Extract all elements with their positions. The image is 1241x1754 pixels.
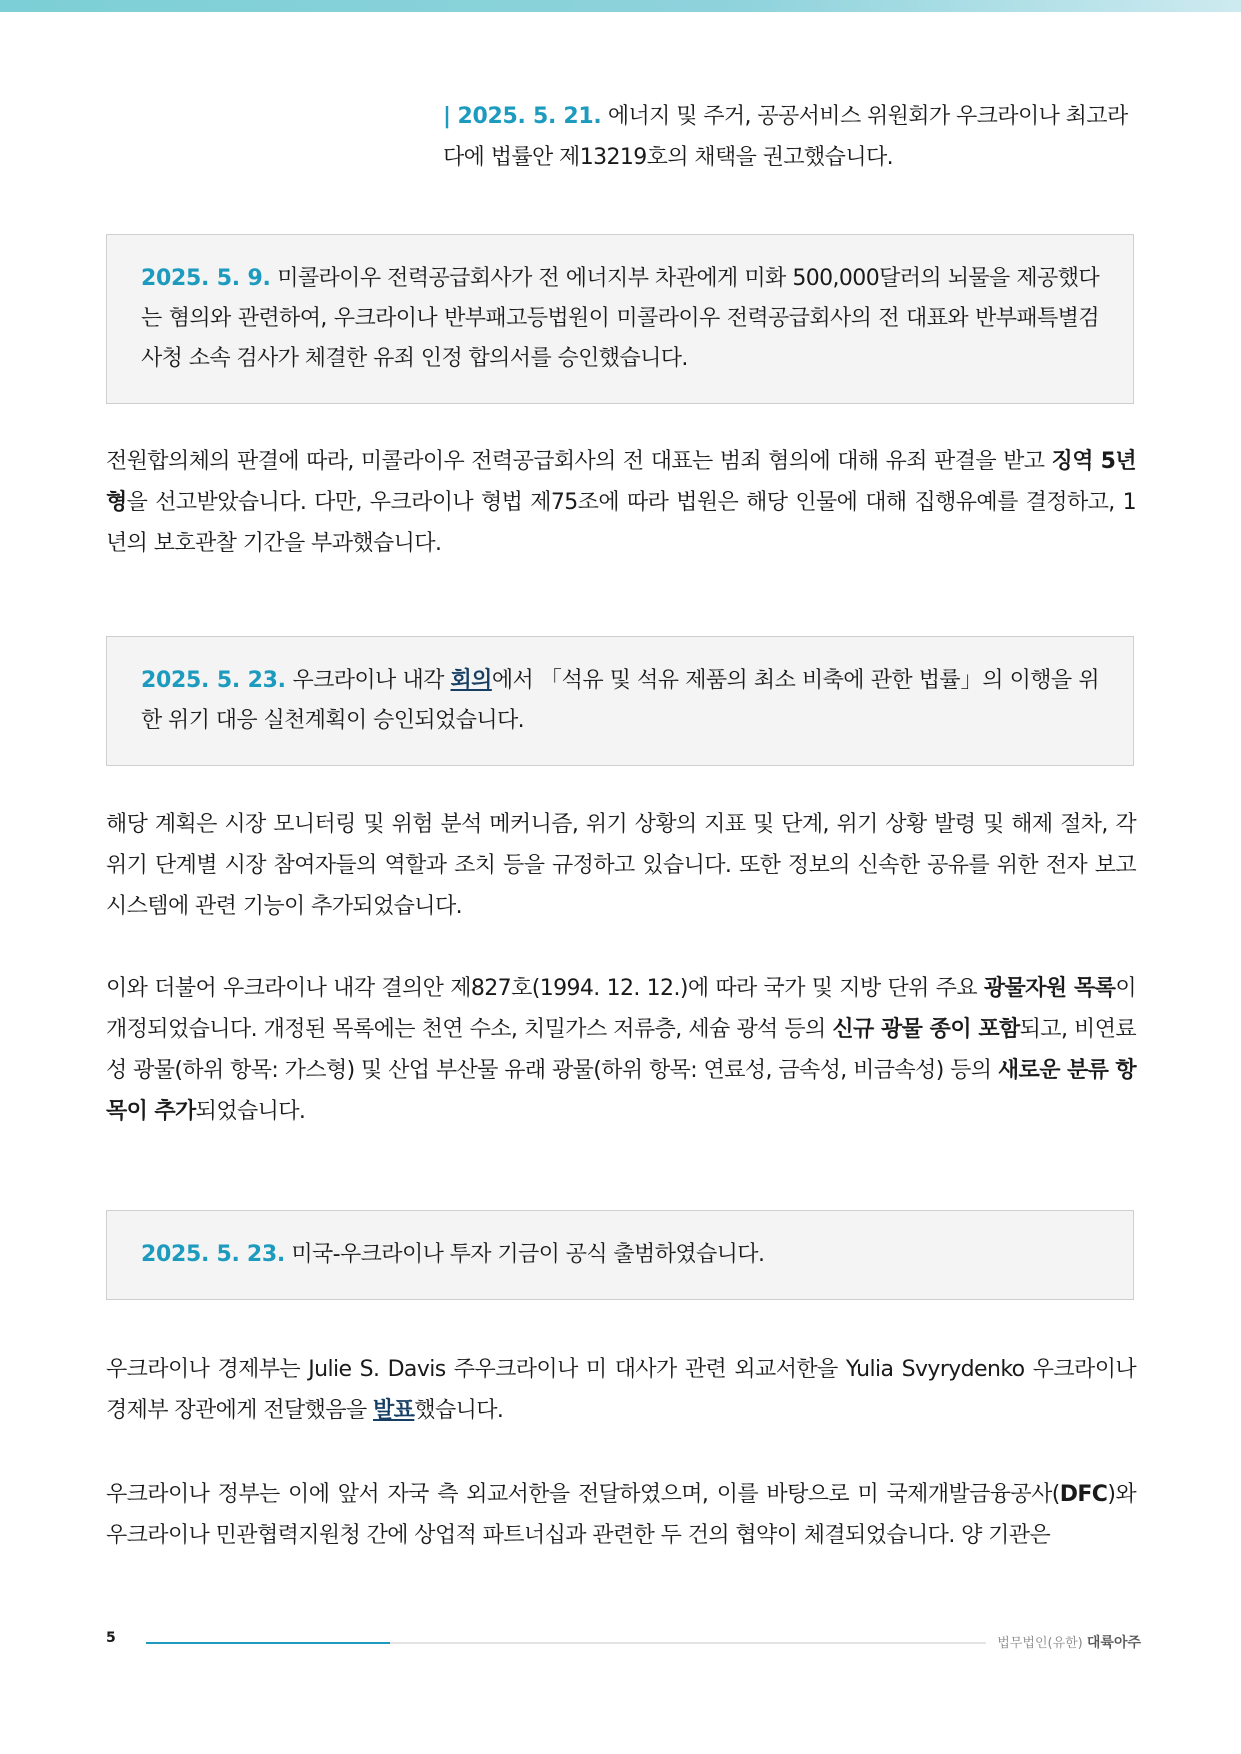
para1-text-2: 을 선고받았습니다. 다만, 우크라이나 형법 제75조에 따라 법원은 해당 인물에 대해 집행유예를 결정하고, 1년의 보호관찰 기간을 부과했습니다. [106,490,1136,556]
intro-marker: | [443,104,458,129]
page-progress-fill [146,1642,390,1644]
paragraph-1 [106,441,1136,564]
para4-text-2: 했습니다. [414,1398,504,1423]
paragraph-2 [106,804,1136,927]
news-box-2 [106,636,1134,766]
para3-bold-2: 신규 광물 종이 포함 [832,1017,1020,1042]
box3-text: 미국-우크라이나 투자 기금이 공식 출범하였습니다. [284,1242,765,1267]
para3-bold-1: 광물자원 목록 [983,976,1116,1001]
box1-date: 2025. 5. 9. [141,266,271,291]
page-progress-line [146,1642,986,1644]
firm-name: 대륙아주 [1086,1635,1141,1651]
top-accent-bar [0,0,1241,12]
para4-text-1: 우크라이나 경제부는 Julie S. Davis 주우크라이나 미 대사가 관련 외교서한을 Yulia Svyrydenko 우크라이나 경제부 장관에게 전달했음을 [106,1357,1136,1423]
para3-text-4: 되었습니다. [195,1099,306,1124]
firm-brand [997,1632,1141,1652]
news-box-3 [106,1210,1134,1300]
page-number: 5 [106,1630,116,1646]
box2-text-1: 우크라이나 내각 [285,668,451,693]
box2-date: 2025. 5. 23. [141,668,286,693]
box2-text-2: 에서 「석유 및 석유 제품의 최소 비축에 관한 법률」의 이행을 위한 위기 대응 실천계획이 승인되었습니다. [141,668,1099,733]
firm-prefix: 법무법인(유한) [997,1636,1087,1651]
paragraph-4 [106,1349,1136,1431]
paragraph-3 [106,968,1136,1132]
para5-text-2: )와 우크라이나 민관협력지원청 간에 상업적 파트너십과 관련한 두 건의 협약이 체결되었습니다. 양 기관은 [106,1482,1136,1548]
box1-text: 미콜라이우 전력공급회사가 전 에너지부 차관에게 미화 500,000달러의 뇌물을 제공했다는 혐의와 관련하여, 우크라이나 반부패고등법원이 미콜라이우 전력공급회사의 전 대표와 반부패특별검사청 소속 검사가 체결한 유죄 인정 합의서를 승인했습니다. [141,266,1099,371]
para3-text-2: 이 개정되었습니다. 개정된 목록에는 천연 수소, 치밀가스 저류층, 세슘 광석 등의 [106,976,1136,1042]
meeting-link[interactable]: 회의 [450,668,492,693]
box3-date: 2025. 5. 23. [141,1242,285,1267]
intro-text: 에너지 및 주거, 공공서비스 위원회가 우크라이나 최고라다에 법률안 제13219호의 채택을 권고했습니다. [443,104,1128,170]
announcement-link[interactable]: 발표 [373,1398,415,1423]
para3-text-1: 이와 더불어 우크라이나 내각 결의안 제827호(1994. 12. 12.)에 따라 국가 및 지방 단위 주요 [106,976,984,1001]
para1-bold-1: 징역 5년형 [106,449,1136,515]
intro-entry [443,96,1136,178]
paragraph-5 [106,1474,1136,1556]
para5-bold-1: DFC [1059,1482,1108,1507]
para2-text: 해당 계획은 시장 모니터링 및 위험 분석 메커니즘, 위기 상황의 지표 및 단계, 위기 상황 발령 및 해제 절차, 각 위기 단계별 시장 참여자들의 역할과 조치 등을 규정하고 있습니다. 또한 정보의 신속한 공유를 위한 전자 보고 시스템에 관련 기능이 추가되었습니다. [106,812,1136,919]
para1-text-1: 전원합의체의 판결에 따라, 미콜라이우 전력공급회사의 전 대표는 범죄 혐의에 대해 유죄 판결을 받고 [106,449,1052,474]
intro-date: 2025. 5. 21. [457,104,602,129]
para3-text-3: 되고, 비연료성 광물(하위 항목: 가스형) 및 산업 부산물 유래 광물(하위 항목: 연료성, 금속성, 비금속성) 등의 [106,1017,1137,1083]
news-box-1 [106,234,1134,404]
para3-bold-3: 새로운 분류 항목이 추가 [106,1058,1137,1124]
para5-text-1: 우크라이나 정부는 이에 앞서 자국 측 외교서한을 전달하였으며, 이를 바탕으로 미 국제개발금융공사( [106,1482,1060,1507]
